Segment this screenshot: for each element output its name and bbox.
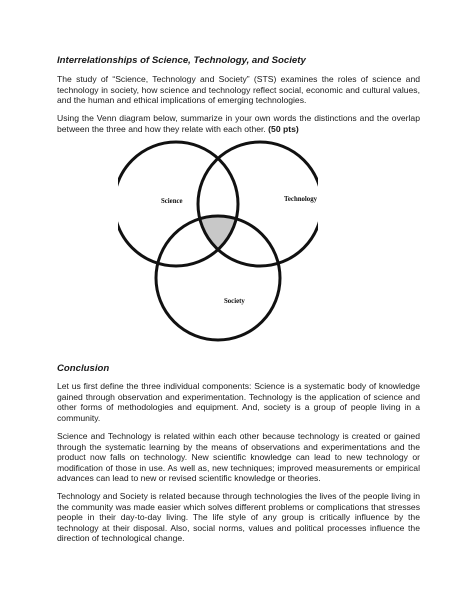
conclusion-heading: Conclusion — [57, 363, 110, 374]
venn-circle-technology — [198, 142, 318, 266]
venn-diagram — [118, 140, 318, 350]
conclusion-paragraph-2: Science and Technology is related within each other because technology is created or gained through the systematic learning by the means of observations and experimentations and the product now falls on technology. New scientific knowledge can lead to new technology or modification of those in use. As well as, new techniques; improved measurements or empirical advances can lead to new or revised scientific knowledge or theories. — [57, 431, 420, 484]
venn-label-technology: Technology — [284, 196, 317, 203]
conclusion-paragraph-3: Technology and Society is related because through technologies the lives of the people living in the community was made easier which solves different problems or complications that stresses people in their day-to-day living. The life style of any group is critically influence by the technology at their disposal. Also, social norms, values and political processes influence the direction of technological change. — [57, 491, 420, 544]
venn-label-science: Science — [161, 198, 183, 205]
conclusion-paragraph-1: Let us first define the three individual components: Science is a systematic body of knowledge gained through observation and experimentation. Technology is the application of science and other forms of methodologies and equipment. And, society is a group of people living in a community. — [57, 381, 420, 423]
venn-label-society: Society — [224, 298, 245, 305]
points-label: (50 pts) — [268, 123, 299, 134]
instruction-paragraph — [57, 113, 420, 134]
intro-paragraph: The study of “Science, Technology and Society” (STS) examines the roles of science and technology in society, how science and technology reflect social, economic and cultural values, and the human and ethical implications of emerging technologies. — [57, 74, 420, 106]
document-title: Interrelationships of Science, Technology, and Society — [57, 55, 306, 66]
instruction-text: Using the Venn diagram below, summarize in your own words the distinctions and the overlap between the three and how they relate with each other. — [57, 113, 420, 134]
